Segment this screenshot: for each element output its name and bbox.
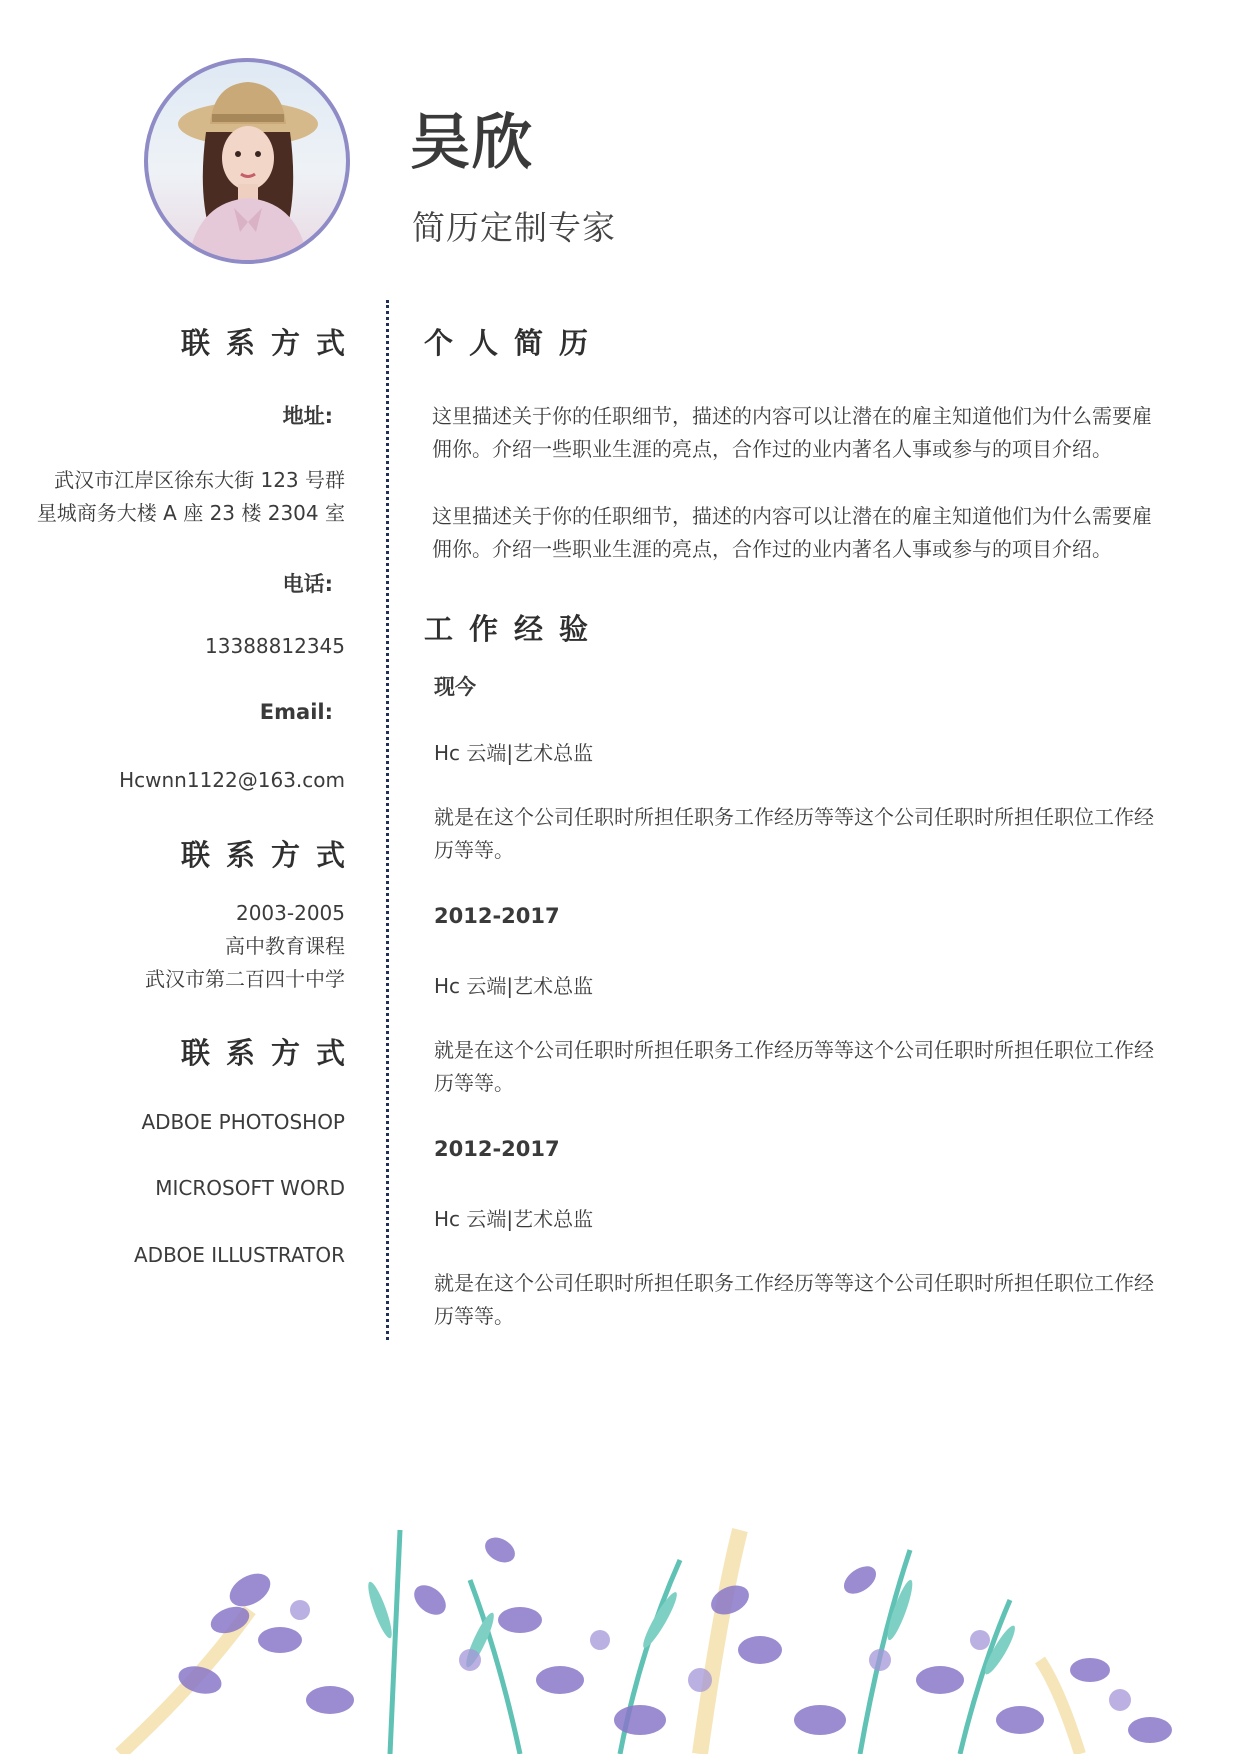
experience-period: 现今 <box>434 675 476 699</box>
education-heading: 联系方式 <box>180 838 361 872</box>
lavender-floral-illustration-icon <box>0 1490 1240 1754</box>
address-line-2: 星城商务大楼 A 座 23 楼 2304 室 <box>36 501 345 525</box>
education-course: 高中教育课程 <box>225 934 345 958</box>
candidate-name: 吴欣 <box>410 108 534 178</box>
experience-period: 2012-2017 <box>434 1137 560 1161</box>
candidate-title: 简历定制专家 <box>412 208 616 247</box>
email-label: Email: <box>259 700 333 724</box>
experience-description: 就是在这个公司任职时所担任职务工作经历等等这个公司任职时所担任职位工作经历等等。 <box>434 1271 1154 1328</box>
portrait-photo-icon <box>148 62 346 260</box>
profile-paragraph-2: 这里描述关于你的任职细节，描述的内容可以让潜在的雇主知道他们为什么需要雇佣你。介绍一些职业生涯的亮点，合作过的业内著名人事或参与的项目介绍。 <box>432 504 1152 561</box>
education-school: 武汉市第二百四十中学 <box>145 967 345 991</box>
column-divider <box>386 300 389 1340</box>
profile-heading: 个人简历 <box>424 326 605 360</box>
profile-paragraph-1: 这里描述关于你的任职细节，描述的内容可以让潜在的雇主知道他们为什么需要雇佣你。介绍一些职业生涯的亮点，合作过的业内著名人事或参与的项目介绍。 <box>432 404 1152 461</box>
address-label: 地址: <box>282 404 333 428</box>
experience-description: 就是在这个公司任职时所担任职务工作经历等等这个公司任职时所担任职位工作经历等等。 <box>434 805 1154 862</box>
skill-item: ADBOE PHOTOSHOP <box>141 1110 345 1134</box>
experience-period: 2012-2017 <box>434 904 560 928</box>
skill-item: ADBOE ILLUSTRATOR <box>134 1243 345 1267</box>
experience-role: Hc 云端|艺术总监 <box>434 974 594 998</box>
experience-role: Hc 云端|艺术总监 <box>434 741 594 765</box>
education-years: 2003-2005 <box>235 901 345 925</box>
experience-heading: 工作经验 <box>424 612 605 646</box>
avatar <box>144 58 350 264</box>
phone-value: 13388812345 <box>205 634 345 658</box>
skills-heading: 联系方式 <box>180 1036 361 1070</box>
skill-item: MICROSOFT WORD <box>155 1176 345 1200</box>
address-line-1: 武汉市江岸区徐东大街 123 号群 <box>54 468 345 492</box>
experience-description: 就是在这个公司任职时所担任职务工作经历等等这个公司任职时所担任职位工作经历等等。 <box>434 1038 1154 1095</box>
phone-label: 电话: <box>282 572 333 596</box>
email-value: Hcwnn1122@163.com <box>119 768 345 792</box>
experience-role: Hc 云端|艺术总监 <box>434 1207 594 1231</box>
contact-heading: 联系方式 <box>180 326 361 360</box>
